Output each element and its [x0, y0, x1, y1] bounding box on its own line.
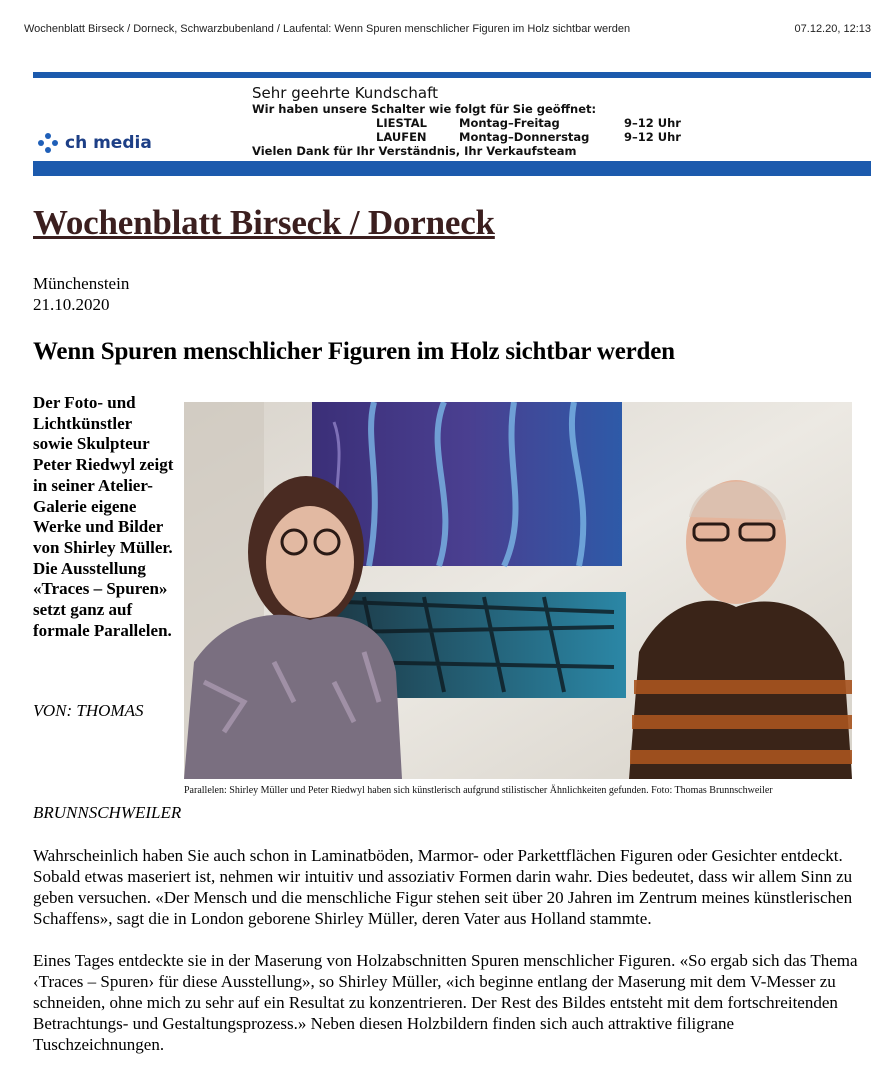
- ch-media-logo: [38, 130, 152, 156]
- hours-row: [252, 130, 681, 144]
- hours-time: 9–12 Uhr: [624, 130, 681, 144]
- banner-top-bar: [33, 72, 871, 78]
- article-headline: Wenn Spuren menschlicher Figuren im Holz sichtbar werden: [33, 338, 675, 365]
- hours-time: 9–12 Uhr: [624, 116, 681, 130]
- hours-location: LAUFEN: [376, 130, 427, 144]
- photo-caption: Parallelen: Shirley Müller und Peter Riedwyl haben sich künstlerisch aufgrund stilistischer Ähnlichkeiten gefunden. Foto: Thomas Brunnschweiler: [184, 785, 773, 796]
- article-paragraph: Eines Tages entdeckte sie in der Maserung von Holzabschnitten Spuren menschlicher Figuren. «So ergab sich das Thema ‹Traces – Spuren› für diese Ausstellung», so Shirley Müller, «ich beginne entlang der Maserung mit dem V-Messer zu schneiden, ohne mich zu sehr auf ein Resultat zu konzentrieren. Der Rest des Bildes entsteht mit dem fortschreitenden Betrachtungs- und Gestaltungsprozess.» Neben diesen Holzbildern finden sich auch attraktive filigrane Tuschzeichnungen.: [33, 951, 858, 1054]
- banner-greeting: Sehr geehrte Kundschaft: [252, 84, 439, 102]
- article-paragraph: Wahrscheinlich haben Sie auch schon in Laminatböden, Marmor- oder Parkettflächen Figuren oder Gesichter entdeckt. Sobald etwas maseriert ist, nehmen wir intuitiv und assoziativ Formen darin wahr. Dies bedeutet, dass wir allem Sinn zu geben versuchen. «Der Mensch und die menschliche Figur stehen seit über 20 Jahren im Zentrum meines künstlerischen Schaffens», sagt die in London geborene Shirley Müller, deren Vater aus Holland stammte.: [33, 846, 853, 928]
- article-location: Münchenstein: [33, 274, 130, 293]
- banner-bottom-bar: [33, 161, 871, 176]
- article-date: 21.10.2020: [33, 295, 110, 314]
- banner-intro: Wir haben unsere Schalter wie folgt für Sie geöffnet:: [252, 102, 597, 116]
- article-lead: Der Foto- und Lichtkünstler sowie Skulpteur Peter Riedwyl zeigt in seiner Atelier-Galerie eigene Werke und Bilder von Shirley Müller. Die Ausstellung «Traces – Spuren» setzt ganz auf formale Parallelen.: [33, 393, 174, 640]
- hours-days: Montag–Donnerstag: [459, 130, 590, 144]
- article-photo: [184, 402, 852, 779]
- hours-location: LIESTAL: [376, 116, 427, 130]
- ad-banner[interactable]: [33, 72, 871, 176]
- masthead-link[interactable]: Wochenblatt Birseck / Dorneck: [33, 203, 495, 242]
- hours-row: [252, 116, 681, 130]
- hours-days: Montag–Freitag: [459, 116, 560, 130]
- print-header: [24, 23, 871, 39]
- article-body: [33, 845, 865, 1076]
- banner-notice: [252, 84, 681, 158]
- article-meta: [33, 273, 129, 315]
- print-header-title: Wochenblatt Birseck / Dorneck, Schwarzbubenland / Laufental: Wenn Spuren menschlicher Figuren im Holz sichtbar werden: [24, 23, 631, 35]
- author-byline-prefix: VON: THOMAS: [33, 701, 144, 720]
- banner-thanks: Vielen Dank für Ihr Verständnis, Ihr Verkaufsteam: [252, 144, 577, 158]
- ch-media-logo-icon: [38, 133, 60, 153]
- print-header-datetime: 07.12.20, 12:13: [794, 23, 871, 35]
- logo-text: ch media: [65, 133, 152, 153]
- author-byline-name: BRUNNSCHWEILER: [33, 803, 182, 822]
